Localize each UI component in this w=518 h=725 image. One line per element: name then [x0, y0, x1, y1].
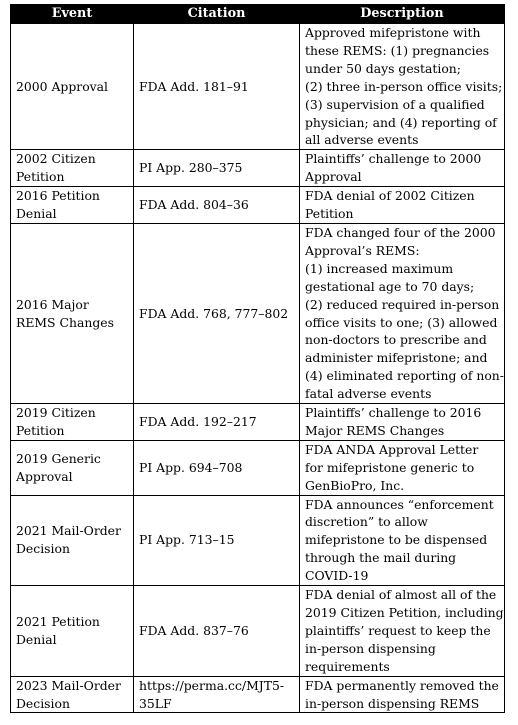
table-row	[11, 150, 505, 187]
description-line: requirements	[305, 658, 390, 674]
description-line: these REMS: (1) pregnancies	[305, 42, 490, 58]
description-cell	[300, 495, 505, 586]
description-line: gestational age to 70 days;	[305, 278, 475, 294]
description-line: FDA announces “enforcement	[305, 496, 494, 512]
description-line: Petition	[305, 206, 354, 222]
description-line: FDA denial of almost all of the	[305, 587, 497, 603]
table-row	[11, 586, 505, 677]
citation-cell: FDA Add. 804–36	[134, 187, 300, 224]
description-line: (2) reduced required in-person	[305, 296, 500, 312]
citation-cell: FDA Add. 837–76	[134, 586, 300, 677]
description-line: FDA permanently removed the	[305, 677, 499, 693]
description-line: under 50 days gestation;	[305, 60, 461, 76]
description-line: all adverse events	[305, 132, 419, 148]
events-table	[10, 4, 505, 713]
table-body	[11, 24, 505, 713]
description-cell	[300, 150, 505, 187]
citation-cell: FDA Add. 181–91	[134, 24, 300, 150]
description-line: FDA denial of 2002 Citizen	[305, 188, 475, 204]
description-line: FDA changed four of the 2000	[305, 224, 496, 240]
citation-cell: FDA Add. 192–217	[134, 404, 300, 441]
description-line: office visits to one; (3) allowed	[305, 314, 498, 330]
table-row	[11, 187, 505, 224]
description-line: administer mifepristone; and	[305, 350, 488, 366]
header-description: Description	[300, 5, 505, 24]
header-row	[11, 5, 505, 24]
description-line: in-person dispensing REMS	[305, 695, 480, 711]
description-cell	[300, 223, 505, 403]
table-row	[11, 24, 505, 150]
citation-cell: FDA Add. 768, 777–802	[134, 223, 300, 403]
header-citation: Citation	[134, 5, 300, 24]
citation-cell: PI App. 694–708	[134, 440, 300, 495]
table-row	[11, 223, 505, 403]
description-line: (1) increased maximum	[305, 260, 454, 276]
description-line: COVID-19	[305, 568, 369, 584]
citation-cell: PI App. 280–375	[134, 150, 300, 187]
description-cell	[300, 440, 505, 495]
description-line: discretion” to allow	[305, 514, 428, 530]
event-cell: 2019 Generic Approval	[11, 440, 134, 495]
description-line: Approval	[305, 169, 362, 185]
description-line: (3) supervision of a qualified	[305, 96, 485, 112]
event-cell: 2021 Mail-Order Decision	[11, 495, 134, 586]
description-cell	[300, 676, 505, 713]
description-cell	[300, 586, 505, 677]
table-row	[11, 404, 505, 441]
citation-cell: PI App. 713–15	[134, 495, 300, 586]
description-line: (2) three in-person office visits;	[305, 78, 503, 94]
description-line: Approval’s REMS:	[305, 242, 420, 258]
description-line: for mifepristone generic to	[305, 459, 475, 475]
header-event: Event	[11, 5, 134, 24]
event-cell: 2019 Citizen Petition	[11, 404, 134, 441]
description-line: through the mail during	[305, 550, 457, 566]
description-cell	[300, 187, 505, 224]
description-line: Plaintiffs’ challenge to 2000	[305, 151, 482, 167]
table-row	[11, 440, 505, 495]
event-cell: 2000 Approval	[11, 24, 134, 150]
description-line: non-doctors to prescribe and	[305, 332, 487, 348]
description-line: fatal adverse events	[305, 386, 432, 402]
description-line: Major REMS Changes	[305, 422, 445, 438]
event-cell: 2016 Petition Denial	[11, 187, 134, 224]
table-row	[11, 676, 505, 713]
description-cell	[300, 404, 505, 441]
description-cell	[300, 24, 505, 150]
event-cell: 2021 Petition Denial	[11, 586, 134, 677]
description-line: mifepristone to be dispensed	[305, 532, 488, 548]
description-line: GenBioPro, Inc.	[305, 477, 405, 493]
description-line: FDA ANDA Approval Letter	[305, 441, 479, 457]
description-line: 2019 Citizen Petition, including	[305, 605, 504, 620]
event-cell: 2023 Mail-Order Decision	[11, 676, 134, 713]
citation-cell: https://perma.cc/MJT5-35LF	[134, 676, 300, 713]
table-row	[11, 495, 505, 586]
description-line: Plaintiffs’ challenge to 2016	[305, 405, 482, 421]
description-line: plaintiffs’ request to keep the	[305, 622, 491, 638]
description-line: Approved mifepristone with	[305, 25, 481, 40]
description-line: (4) eliminated reporting of non-	[305, 368, 504, 384]
event-cell: 2002 Citizen Petition	[11, 150, 134, 187]
event-cell: 2016 Major REMS Changes	[11, 223, 134, 403]
description-line: in-person dispensing	[305, 640, 436, 656]
description-line: physician; and (4) reporting of	[305, 114, 497, 130]
